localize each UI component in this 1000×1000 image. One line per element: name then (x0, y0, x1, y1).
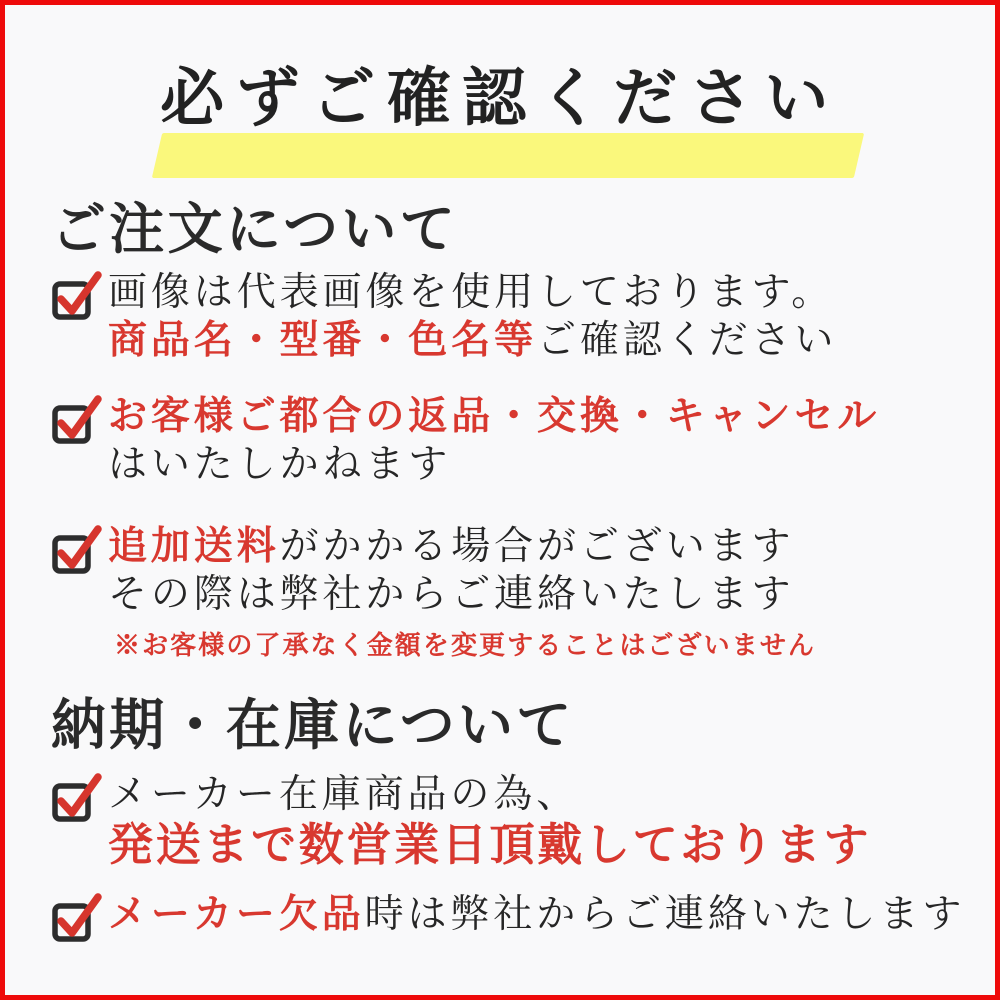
title-yellow-highlight (152, 133, 864, 178)
item-text: はいたしかねます (108, 443, 452, 486)
list-item (51, 269, 837, 365)
item-text-emphasis: 商品名・型番・色名等 (108, 319, 538, 362)
item-text: メーカー在庫商品の為、 (108, 773, 580, 816)
list-item-text (108, 771, 871, 871)
list-item-text (108, 891, 965, 939)
item-text: 画像は代表画像を使用しております。 (108, 271, 835, 314)
section-heading-delivery-stock: 納期・在庫について (51, 695, 575, 756)
item-text-emphasis: 発送まで数営業日頂戴しております (108, 820, 872, 870)
page-title-block (5, 47, 995, 139)
list-item (51, 393, 880, 489)
list-item (51, 891, 965, 943)
item-footnote: ※お客様の了承なく金額を変更することはございません (114, 631, 817, 660)
list-item-text (108, 269, 837, 365)
item-text: 時は弊社からご連絡いたします (364, 893, 966, 936)
list-item (51, 523, 816, 661)
checkbox-checked-icon (51, 395, 101, 445)
item-text-emphasis: お客様ご都合の返品・交換・キャンセル (108, 395, 881, 438)
item-text: がかかる場合がございます (279, 525, 795, 568)
checkbox-checked-icon (51, 271, 101, 321)
checkbox-checked-icon (51, 893, 101, 943)
list-item (51, 771, 871, 871)
list-item-text (108, 523, 816, 661)
item-text-emphasis: メーカー欠品 (108, 893, 365, 936)
page-title: 必ずご確認ください (160, 63, 840, 134)
item-text-emphasis: 追加送料 (108, 525, 280, 568)
item-text: ご確認ください (537, 319, 838, 362)
checkbox-checked-icon (51, 773, 101, 823)
item-text: その際は弊社からご連絡いたします (108, 573, 795, 616)
section-heading-order: ご注文について (51, 199, 459, 260)
list-item-text (108, 393, 880, 489)
checkbox-checked-icon (51, 525, 101, 575)
